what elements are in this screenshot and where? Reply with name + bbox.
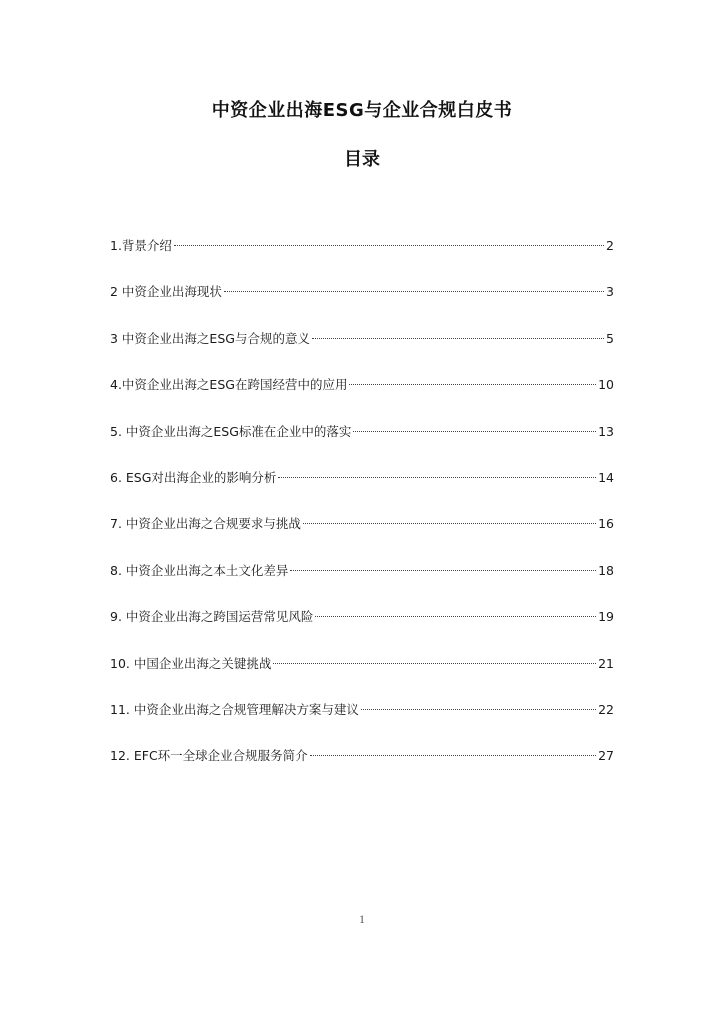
toc-entry-label: 11. 中资企业出海之合规管理解决方案与建议 (110, 701, 359, 717)
toc-heading: 目录 (344, 149, 380, 170)
toc-entry-label: 8. 中资企业出海之本土文化差异 (110, 562, 289, 578)
toc-leader-dots (273, 663, 596, 664)
toc-entry[interactable] (110, 468, 614, 488)
toc-leader-dots (315, 616, 596, 617)
toc-leader-dots (174, 245, 604, 246)
toc-leader-dots (303, 523, 596, 524)
toc-leader-dots (361, 709, 596, 710)
toc-entry[interactable] (110, 236, 614, 256)
toc-entry[interactable] (110, 329, 614, 349)
toc-entry[interactable] (110, 514, 614, 534)
toc-entry-page: 14 (598, 469, 614, 485)
toc-entry-label: 1.背景介绍 (110, 238, 172, 253)
toc-entry-page: 10 (598, 377, 614, 393)
toc-leader-dots (224, 291, 604, 292)
toc-leader-dots (310, 755, 596, 756)
toc-entry-page: 16 (598, 516, 614, 532)
toc-entry[interactable] (110, 422, 614, 442)
toc-entry[interactable] (110, 607, 614, 627)
toc-entry-label: 9. 中资企业出海之跨国运营常见风险 (110, 609, 314, 625)
page-number: 1 (359, 912, 365, 926)
toc-entry-page: 2 (606, 238, 614, 253)
toc-entry-page: 27 (598, 748, 614, 764)
toc-entry-label: 3 中资企业出海之ESG与合规的意义 (110, 330, 310, 346)
toc-entry-label: 2 中资企业出海现状 (110, 284, 222, 300)
table-of-contents (110, 236, 614, 793)
toc-entry-page: 3 (606, 284, 614, 300)
document-title: 中资企业出海ESG与企业合规白皮书 (211, 100, 513, 121)
toc-entry-label: 5. 中资企业出海之ESG标准在企业中的落实 (110, 423, 352, 439)
toc-entry-page: 21 (598, 655, 614, 671)
toc-entry-label: 4.中资企业出海之ESG在跨国经营中的应用 (110, 377, 348, 393)
toc-leader-dots (290, 570, 596, 571)
toc-leader-dots (312, 338, 604, 339)
toc-entry-label: 7. 中资企业出海之合规要求与挑战 (110, 516, 301, 532)
toc-entry-page: 18 (598, 562, 614, 578)
toc-entry-label: 10. 中国企业出海之关键挑战 (110, 655, 272, 671)
toc-entry[interactable] (110, 654, 614, 674)
toc-entry-page: 22 (598, 701, 614, 717)
toc-entry-page: 5 (606, 330, 614, 346)
toc-entry-label: 6. ESG对出海企业的影响分析 (110, 469, 277, 485)
toc-entry[interactable] (110, 282, 614, 302)
toc-entry[interactable] (110, 746, 614, 766)
toc-entry-page: 19 (598, 609, 614, 625)
toc-entry-label: 12. EFC环一全球企业合规服务简介 (110, 748, 308, 764)
toc-leader-dots (353, 431, 596, 432)
toc-entry[interactable] (110, 375, 614, 395)
toc-leader-dots (349, 384, 596, 385)
toc-leader-dots (278, 477, 596, 478)
toc-entry[interactable] (110, 561, 614, 581)
toc-entry[interactable] (110, 700, 614, 720)
toc-entry-page: 13 (598, 423, 614, 439)
